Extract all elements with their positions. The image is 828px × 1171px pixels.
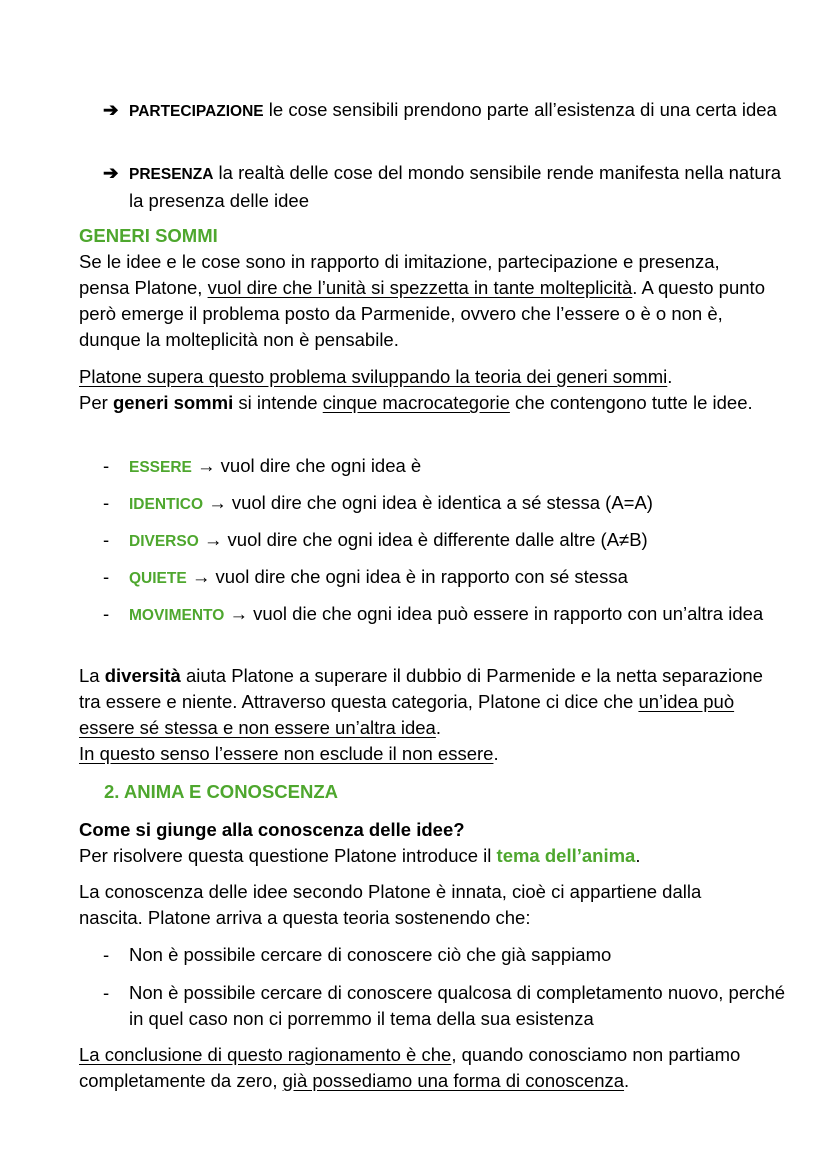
list-item-presenza bbox=[103, 160, 789, 214]
definition-presenza: la realtà delle cose del mondo sensibile rende manifesta nella natura la presenza delle idee bbox=[129, 162, 782, 211]
text-run: . A questo punto però emerge il problema posto da Parmenide, ovvero che l’essere o è o non è, dunque la molteplicità non è pensabile. bbox=[79, 277, 765, 350]
text-run: Per bbox=[79, 392, 113, 413]
text-run: . bbox=[435, 717, 441, 738]
dash-bullet: - bbox=[103, 529, 110, 550]
dash-bullet: - bbox=[103, 982, 110, 1003]
paragraph-generi-sommi-def bbox=[79, 364, 769, 416]
text-run: . bbox=[493, 743, 499, 764]
text-run: . bbox=[635, 845, 641, 866]
underlined-text: cinque macrocategorie bbox=[322, 392, 510, 413]
dash-bullet: - bbox=[103, 455, 110, 476]
genere-desc: → vuol dire che ogni idea è bbox=[191, 455, 422, 476]
dash-bullet: - bbox=[103, 492, 110, 513]
genere-name: ESSERE bbox=[129, 459, 192, 476]
text-run: Se le idee e le cose sono in rapporto di imitazione, partecipazione e presenza, pensa Platone, bbox=[79, 251, 720, 298]
highlight-text: tema dell’anima bbox=[496, 845, 636, 866]
heading-anima-conoscenza: 2. ANIMA E CONOSCENZA bbox=[104, 781, 339, 802]
text-run: , quando conosciamo non partiamo completamente da zero, bbox=[79, 1044, 741, 1091]
bold-term: generi sommi bbox=[112, 392, 234, 413]
paragraph-molteplicita bbox=[79, 249, 769, 353]
genere-desc: → vuol dire che ogni idea è identica a sé stessa (A=A) bbox=[203, 492, 653, 513]
dash-bullet: - bbox=[103, 603, 110, 624]
genere-name: QUIETE bbox=[129, 570, 187, 587]
text-run: . bbox=[667, 366, 673, 387]
underlined-text: La conclusione di questo ragionamento è che bbox=[79, 1044, 452, 1065]
paragraph-diversita bbox=[79, 663, 769, 767]
underlined-text: Platone supera questo problema sviluppando la teoria dei generi sommi bbox=[79, 366, 668, 387]
point-text: Non è possibile cercare di conoscere qualcosa di completamento nuovo, perché in quel caso non ci porremmo il tema della sua esistenza bbox=[129, 982, 786, 1029]
text-run: si intende bbox=[233, 392, 323, 413]
paragraph-question bbox=[79, 817, 769, 869]
underlined-text: In questo senso l’essere non esclude il non essere bbox=[79, 743, 494, 764]
point-text: Non è possibile cercare di conoscere ciò che già sappiamo bbox=[129, 944, 612, 965]
question-text: Come si giunge alla conoscenza delle idee? bbox=[79, 819, 465, 840]
genere-desc: → vuol die che ogni idea può essere in rapporto con un’altra idea bbox=[224, 603, 764, 624]
genere-name: MOVIMENTO bbox=[129, 607, 225, 624]
list-item-partecipazione bbox=[103, 97, 789, 125]
bold-term: diversità bbox=[104, 665, 181, 686]
heading-generi-sommi: GENERI SOMMI bbox=[79, 225, 218, 246]
definition-partecipazione: le cose sensibili prendono parte all’esistenza di una certa idea bbox=[263, 99, 777, 120]
underlined-text: vuol dire che l’unità si spezzetta in tante molteplicità bbox=[207, 277, 633, 298]
text-run: aiuta Platone a superare il dubbio di Parmenide e la netta separazione tra essere e niente. Attraverso questa categoria, Platone ci dice che bbox=[79, 665, 763, 712]
text-run: La bbox=[79, 665, 105, 686]
paragraph-conclusione bbox=[79, 1042, 769, 1094]
list-item-genere bbox=[103, 490, 789, 518]
list-item-genere bbox=[103, 453, 789, 481]
underlined-text: un’idea può essere sé stessa e non essere un’altra idea bbox=[79, 691, 735, 738]
genere-name: DIVERSO bbox=[129, 533, 199, 550]
list-item-point bbox=[103, 942, 789, 968]
list-item-genere bbox=[103, 564, 789, 592]
text-run: che contengono tutte le idee. bbox=[509, 392, 753, 413]
term-partecipazione: PARTECIPAZIONE bbox=[129, 103, 264, 120]
term-presenza: PRESENZA bbox=[129, 166, 214, 183]
genere-name: IDENTICO bbox=[129, 496, 204, 513]
list-item-genere bbox=[103, 527, 789, 555]
arrow-icon: ➔ bbox=[103, 99, 119, 120]
dash-bullet: - bbox=[103, 944, 110, 965]
genere-desc: → vuol dire che ogni idea è in rapporto con sé stessa bbox=[186, 566, 628, 587]
text-run: Per risolvere questa questione Platone introduce il bbox=[79, 845, 497, 866]
underlined-text: già possediamo una forma di conoscenza bbox=[282, 1070, 625, 1091]
genere-desc: → vuol dire che ogni idea è differente dalle altre (A≠B) bbox=[198, 529, 648, 550]
list-item-genere bbox=[103, 601, 789, 629]
dash-bullet: - bbox=[103, 566, 110, 587]
list-item-point bbox=[103, 980, 789, 1032]
paragraph-innata: La conoscenza delle idee secondo Platone è innata, cioè ci appartiene dalla nascita. Platone arriva a questa teoria sostenendo che: bbox=[79, 881, 702, 928]
arrow-icon: ➔ bbox=[103, 162, 119, 183]
text-run: . bbox=[624, 1070, 630, 1091]
